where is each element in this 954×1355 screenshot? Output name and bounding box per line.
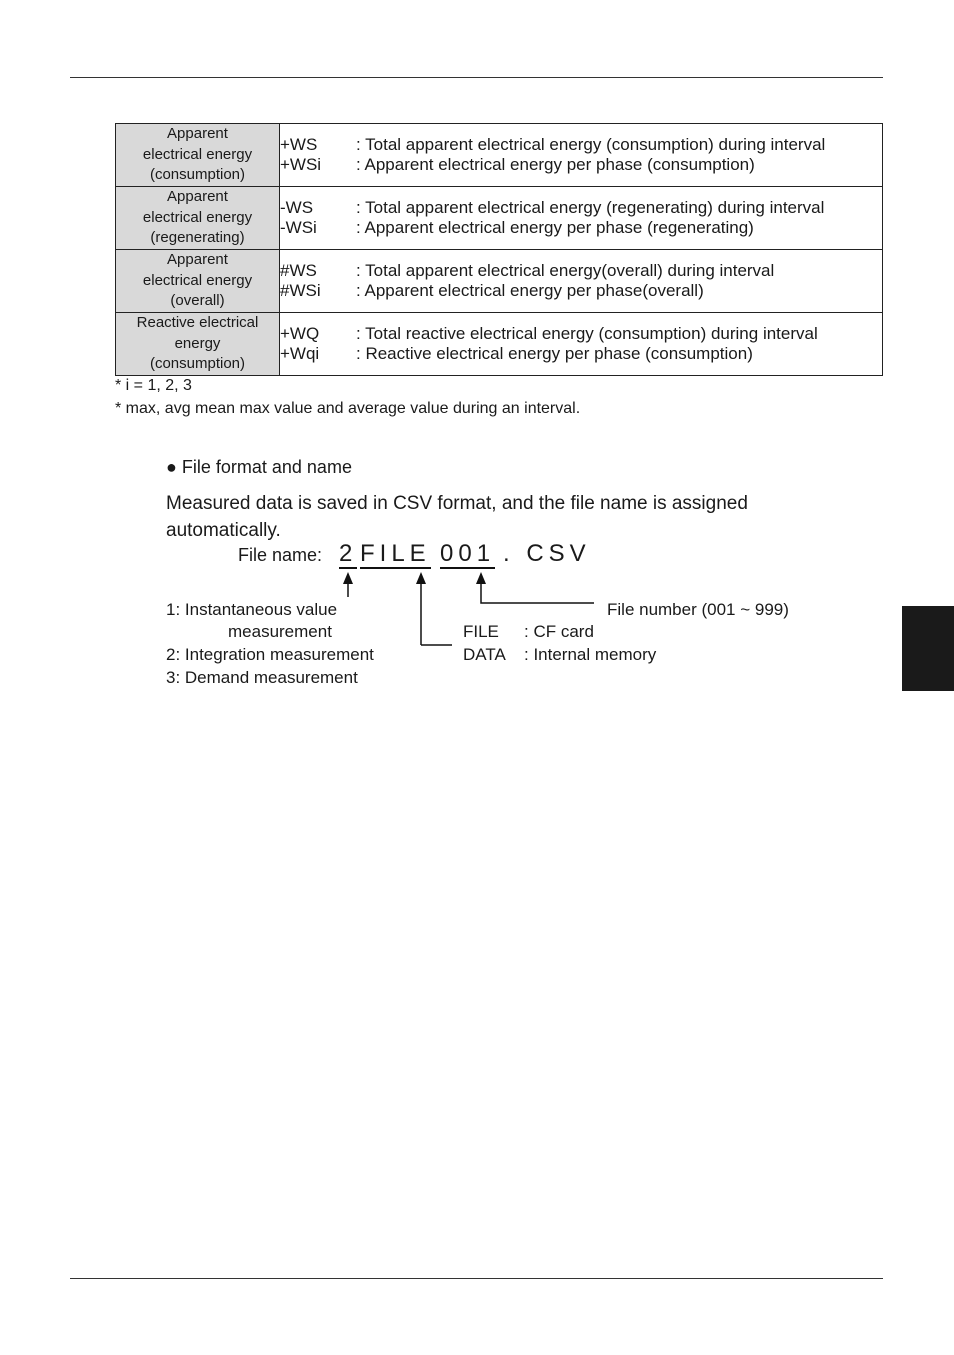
entry-symbol: +WS [280,134,318,154]
file-number: 001 [440,540,496,567]
category-line: Apparent [167,188,228,206]
note-max-avg: * max, avg mean max value and average value during an interval. [115,400,581,417]
category-line: (consumption) [149,166,246,184]
note-i-values: * i = 1, 2, 3 [115,377,192,394]
category-line: Apparent [167,251,228,269]
type-item-integration: 2: Integration measurement [166,645,374,664]
media-desc-file: : CF card [524,622,594,641]
section-heading: ● File format and name [166,457,352,477]
entry-text: : Apparent electrical energy per phase (regenerating) [356,218,754,237]
entry-symbol: +WSi [280,155,322,174]
entry-text: : Total apparent electrical energy(overall) during interval [356,260,775,280]
category-line: electrical energy [142,208,253,226]
entry-text: : Total apparent electrical energy (regenerating) during interval [356,197,825,217]
category-line: (consumption) [149,355,246,373]
type-item-instantaneous: 1: Instantaneous value [166,600,338,619]
entry-symbol: -WSi [280,218,317,237]
file-type-digit: 2 [339,540,358,567]
file-media-code: FILE [360,540,431,567]
entry-text: : Reactive electrical energy per phase (consumption) [356,344,753,363]
entry-symbol: +WQ [280,323,320,343]
entry-text: : Total apparent electrical energy (consumption) during interval [356,134,826,154]
media-desc-data: : Internal memory [524,645,657,664]
number-arrow-line [481,580,594,603]
entry-text: : Apparent electrical energy per phase (consumption) [356,155,755,174]
type-arrowhead [343,572,353,584]
entry-symbol: #WSi [280,281,321,300]
entry-symbol: -WS [280,197,314,217]
file-extension: . CSV [503,540,591,567]
entry-text: : Total reactive electrical energy (consumption) during interval [356,323,818,343]
category-line: Reactive electrical [136,314,259,332]
category-line: Apparent [167,125,228,143]
footer-rule [70,1278,883,1279]
category-line: (regenerating) [150,229,245,247]
category-line: electrical energy [142,271,253,289]
entry-symbol: #WS [280,260,317,280]
category-line: energy [174,334,221,352]
entry-symbol: +Wqi [280,344,320,363]
section-paragraph: Measured data is saved in CSV format, and the file name is assigned automatically. [166,493,748,541]
category-line: electrical energy [142,145,253,163]
media-arrowhead [416,572,426,584]
file-name-label: File name: [238,545,323,565]
number-arrowhead [476,572,486,584]
media-code-data: DATA [463,645,506,664]
category-line: (overall) [170,292,225,310]
type-item-instantaneous-cont: measurement [228,622,332,641]
file-number-label: File number (001 ~ 999) [607,600,789,619]
media-code-file: FILE [463,622,499,641]
entry-text: : Apparent electrical energy per phase(overall) [356,281,704,300]
type-item-demand: 3: Demand measurement [166,668,358,687]
